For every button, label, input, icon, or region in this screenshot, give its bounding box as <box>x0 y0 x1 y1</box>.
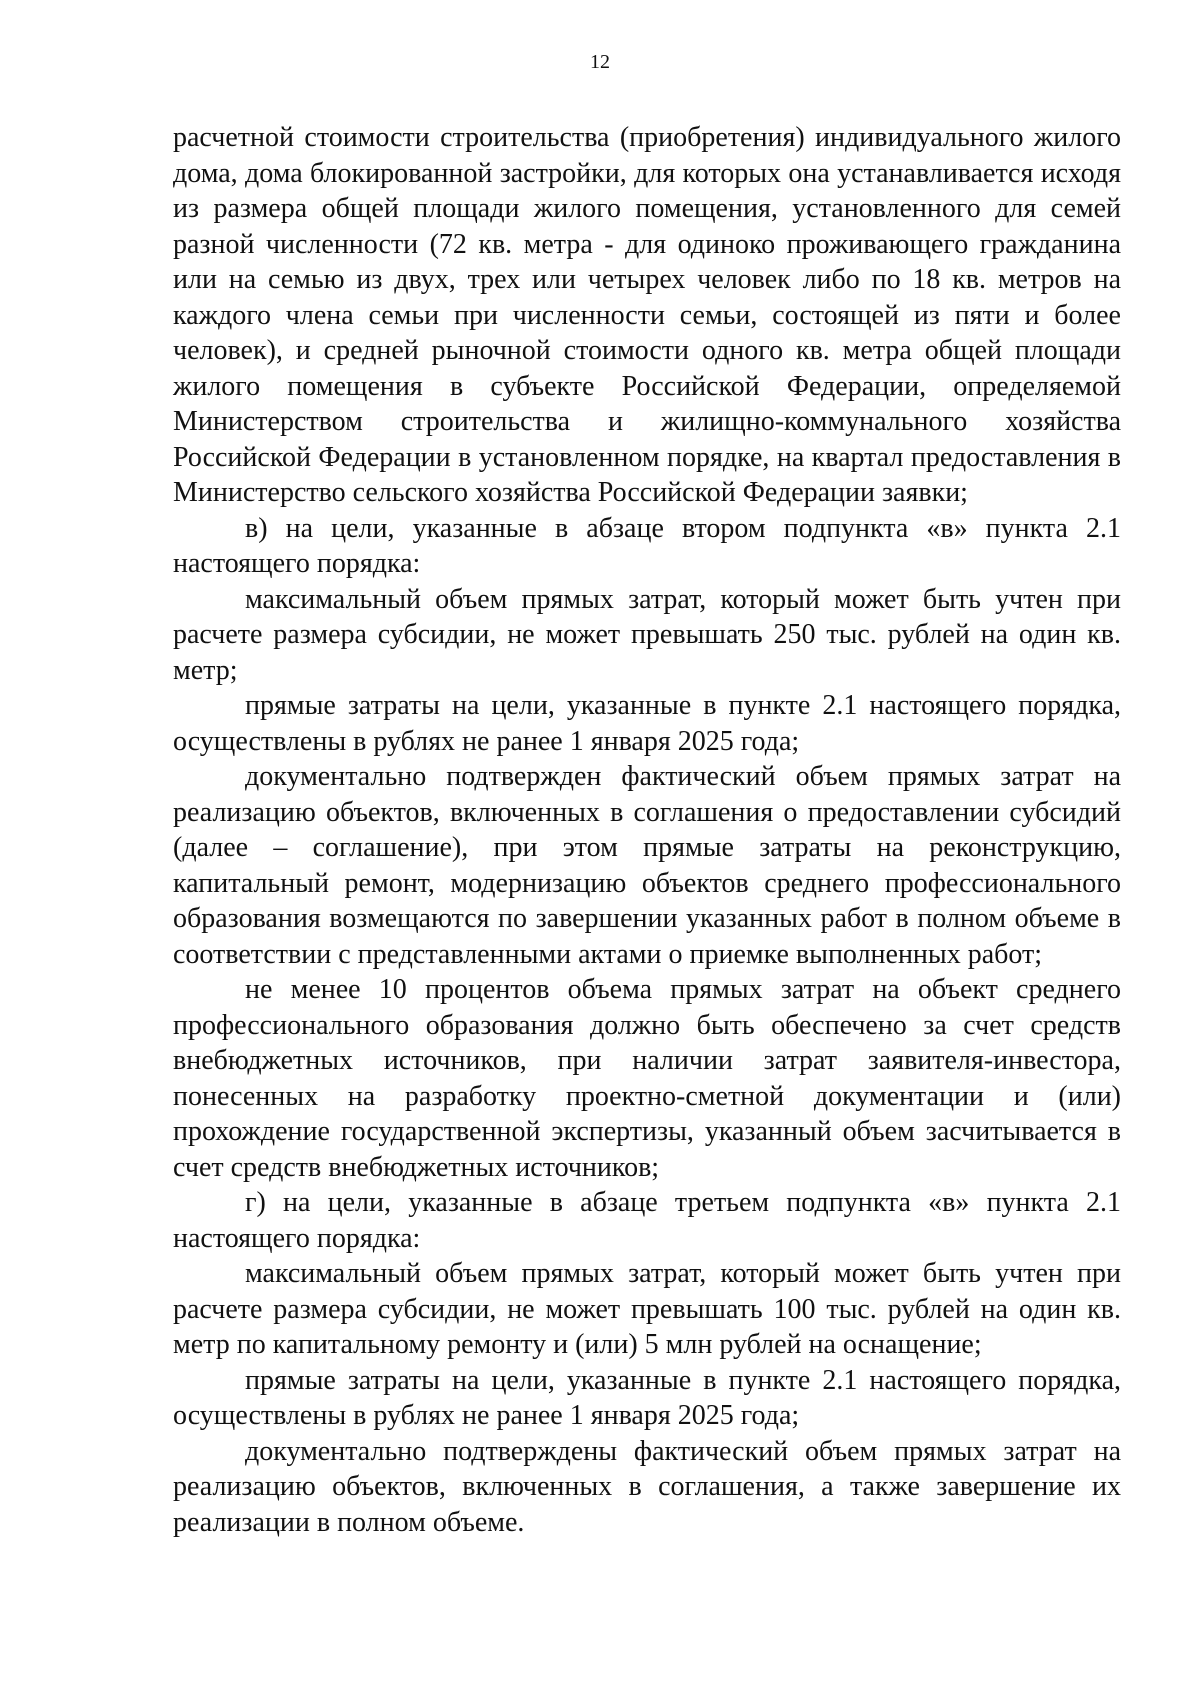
paragraph-8: максимальный объем прямых затрат, который может быть учтен при расчете размера субсидии, не может превышать 100 тыс. рублей на один кв. метр по капитальному ремонту и (или) 5 млн рублей на оснащение; <box>173 1258 1121 1360</box>
paragraph-9: прямые затраты на цели, указанные в пункте 2.1 настоящего порядка, осуществлены в рублях не ранее 1 января 2025 года; <box>173 1364 1121 1431</box>
paragraph-4: прямые затраты на цели, указанные в пункте 2.1 настоящего порядка, осуществлены в рублях не ранее 1 января 2025 года; <box>173 690 1121 757</box>
paragraph-5: документально подтвержден фактический объем прямых затрат на реализацию объектов, включенных в соглашения о предоставлении субсидий (далее – соглашение), при этом прямые затраты на реконструкцию, капитальный ремонт, модернизацию объектов среднего профессионального образования возмещаются по завершении указанных работ в полном объеме в соответствии с представленными актами о приемке выполненных работ; <box>173 761 1121 970</box>
paragraph-7: г) на цели, указанные в абзаце третьем подпункта «в» пункта 2.1 настоящего порядка: <box>173 1187 1121 1254</box>
paragraph-6: не менее 10 процентов объема прямых затрат на объект среднего профессионального образования должно быть обеспечено за счет средств внебюджетных источников, при наличии затрат заявителя-инвестора, понесенных на разработку проектно-сметной документации и (или) прохождение государственной экспертизы, указанный объем засчитывается в счет средств внебюджетных источников; <box>173 974 1121 1183</box>
document-body <box>173 120 1121 1540</box>
paragraph-10: документально подтверждены фактический объем прямых затрат на реализацию объектов, включенных в соглашения, а также завершение их реализации в полном объеме. <box>173 1435 1121 1538</box>
page-number: 12 <box>590 51 610 73</box>
paragraph-3: максимальный объем прямых затрат, который может быть учтен при расчете размера субсидии, не может превышать 250 тыс. рублей на один кв. метр; <box>173 583 1121 686</box>
paragraph-2: в) на цели, указанные в абзаце втором подпункта «в» пункта 2.1 настоящего порядка: <box>173 512 1121 579</box>
paragraph-1: расчетной стоимости строительства (приобретения) индивидуального жилого дома, дома блокированной застройки, для которых она устанавливается исходя из размера общей площади жилого помещения, установленного для семей разной численности (72 кв. метра - для одиноко проживающего гражданина или на семью из двух, трех или четырех человек либо по 18 кв. метров на каждого члена семьи при численности семьи, состоящей из пяти и более человек), и средней рыночной стоимости одного кв. метра общей площади жилого помещения в субъекте Российской Федерации, определяемой Министерством строительства и жилищно-коммунального хозяйства Российской Федерации в установленном порядке, на квартал предоставления в Министерство сельского хозяйства Российской Федерации заявки; <box>173 122 1121 508</box>
